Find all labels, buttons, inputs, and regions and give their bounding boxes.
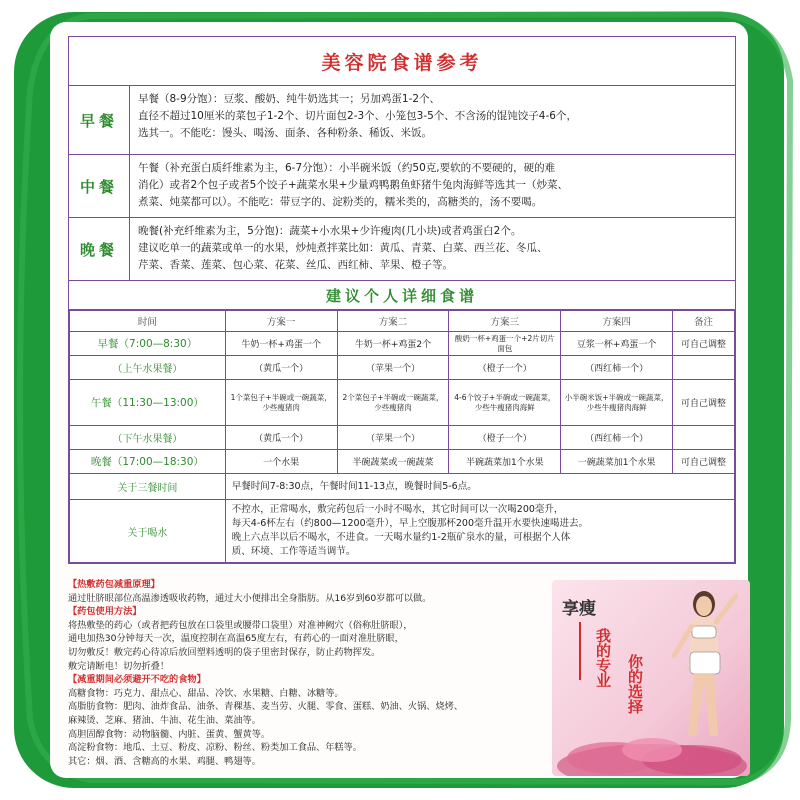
row-time: 早餐（7:00—8:30） (70, 332, 226, 356)
meal-line: 煮菜、炖菜都可以）。不能吃：带豆字的、淀粉类的，糯米类的，高糖类的，汤不要喝。 (138, 196, 543, 208)
plan-cell: （苹果一个） (337, 356, 449, 380)
avoid-line: 高淀粉食物：地瓜、土豆、粉皮、凉粉、粉丝、粉类加工食品、年糕等。 (68, 742, 362, 754)
plan-cell: 4-6个饺子+半碗或一碗蔬菜，少些牛瘦猪肉海鲜 (449, 380, 561, 426)
meal-times-label: 关于三餐时间 (70, 474, 226, 500)
meal-line: 晚餐(补充纤维素为主，5分饱)：蔬菜+小水果+少许瘦肉(几小块)或者鸡蛋白2个。 (138, 225, 522, 237)
principle-text: 通过肚脐眼部位高温渗透吸收药物，通过大小便排出全身脂肪。从16岁到60岁都可以做。 (68, 592, 432, 604)
table-row (70, 426, 735, 450)
meal-times-row (70, 474, 735, 500)
plan-header: 备注 (673, 311, 735, 332)
plan-cell: 半碗蔬菜或一碗蔬菜 (337, 450, 449, 474)
table-row (70, 450, 735, 474)
plan-cell: 小半碗米饭+半碗或一碗蔬菜，少些牛瘦猪肉海鲜 (561, 380, 673, 426)
plan-cell: （橙子一个） (449, 356, 561, 380)
plan-title: 建议个人详细食谱 (69, 281, 735, 310)
plan-cell: 可自己调整 (673, 332, 735, 356)
meal-line: 选其一。不能吃：馒头、喝汤、面条、各种粉条、稀饭、米饭。 (138, 127, 432, 139)
avoid-line: 其它：烟、酒、含糖高的水果、鸡腿、鸭翅等。 (68, 755, 261, 767)
plan-cell: （西红柿一个） (561, 426, 673, 450)
plan-cell: （橙子一个） (449, 426, 561, 450)
promo-title: 享瘦 (562, 599, 596, 619)
plan-cell: 1个菜包子+半碗或一碗蔬菜，少些瘦猪肉 (225, 380, 337, 426)
plan-cell (673, 356, 735, 380)
meal-line: 早餐（8-9分饱）：豆浆、酸奶、纯牛奶选其一；另加鸡蛋1-2个、 (138, 93, 441, 105)
meal-line: 午餐（补充蛋白质纤维素为主，6-7分饱）：小半碗米饭（约50克,要软的不要硬的，硬的难 (138, 162, 556, 174)
promo-slogan-2: 你的选择 (626, 654, 644, 714)
water-text (225, 500, 734, 563)
promo-divider (579, 622, 581, 680)
plan-cell: 牛奶一杯+鸡蛋一个 (225, 332, 337, 356)
row-time: （上午水果餐） (70, 356, 226, 380)
plan-cell (673, 426, 735, 450)
avoid-heading: 【减重期间必须避开不吃的食物】 (68, 674, 206, 686)
plan-cell: 一个水果 (225, 450, 337, 474)
plan-header: 方案四 (561, 311, 673, 332)
plan-cell: 豆浆一杯+鸡蛋一个 (561, 332, 673, 356)
principle-heading: 【热敷药包减重原理】 (68, 579, 160, 590)
meal-text (130, 218, 735, 280)
plan-cell: （黄瓜一个） (225, 356, 337, 380)
plan-cell: 可自己调整 (673, 450, 735, 474)
plan-cell: 酸奶一杯+鸡蛋一个+2片切片面包 (449, 332, 561, 356)
table-row (70, 332, 735, 356)
meal-line: 消化）或者2个包子或者5个饺子+蔬菜水果+少量鸡鸭鹅鱼虾猪牛兔肉海鲜等选其一（炒菜、 (138, 179, 568, 191)
avoid-line: 高脂肪食物：肥肉、油炸食品、油条、青稞基、麦当劳、火腿、零食、蛋糕、奶油、火锅、烧烤、 (68, 701, 464, 713)
avoid-line: 麻辣烫、芝麻、猪油、牛油、花生油、菜油等。 (68, 714, 261, 726)
meal-label: 中餐 (69, 155, 130, 217)
notes-section (68, 578, 548, 768)
water-line: 质、环境、工作等适当调节。 (231, 546, 356, 557)
meal-label: 早餐 (69, 86, 130, 154)
avoid-line: 高糖食物：巧克力、甜点心、甜品、冷饮、水果糖、白糖、冰糖等。 (68, 687, 344, 699)
meal-dinner (69, 218, 735, 281)
plan-cell: （黄瓜一个） (225, 426, 337, 450)
plan-header: 方案二 (337, 311, 449, 332)
meal-breakfast (69, 86, 735, 155)
model-figure (664, 586, 744, 766)
usage-heading: 【药包使用方法】 (68, 606, 142, 618)
table-row (70, 380, 735, 426)
meal-times-text: 早餐时间7-8:30点，午餐时间11-13点，晚餐时间5-6点。 (225, 474, 734, 500)
plan-cell: （西红柿一个） (561, 356, 673, 380)
water-label: 关于喝水 (70, 500, 226, 563)
meal-line: 芹菜、香菜、莲菜、包心菜、花菜、丝瓜、西红柿、苹果、橙子等。 (138, 259, 453, 271)
plan-header-row (70, 311, 735, 332)
meal-line: 建议吃单一的蔬菜或单一的水果，炒炖煮拌菜比如：黄瓜、青菜、白菜、西兰花、冬瓜、 (138, 242, 548, 254)
meal-label: 晚餐 (69, 218, 130, 280)
avoid-line: 高胆固醇食物：动物脑髓、内脏、蛋黄、蟹黄等。 (68, 728, 271, 740)
table-row (70, 356, 735, 380)
row-time: 晚餐（17:00—18:30） (70, 450, 226, 474)
plan-header: 时间 (70, 311, 226, 332)
meal-text (130, 86, 735, 154)
recipe-sheet (68, 36, 736, 564)
plan-cell: 半碗蔬菜加1个水果 (449, 450, 561, 474)
promo-slogan-1: 我的专业 (594, 628, 612, 688)
row-time: 午餐（11:30—13:00） (70, 380, 226, 426)
plan-cell: 一碗蔬菜加1个水果 (561, 450, 673, 474)
promo-banner (552, 580, 750, 776)
plan-cell: （苹果一个） (337, 426, 449, 450)
meal-lunch (69, 155, 735, 218)
water-line: 每天4-6杯左右（约800—1200毫升），早上空腹那杯200毫升温开水要快速喝进去。 (231, 518, 588, 529)
page-title: 美容院食谱参考 (69, 37, 735, 86)
usage-line: 将热敷垫的药心（或者把药包放在口袋里或腰带口袋里）对准神阙穴（俗称肚脐眼）， (68, 619, 413, 631)
water-row (70, 500, 735, 563)
meal-text (130, 155, 735, 217)
meal-line: 直径不超过10厘米的菜包子1-2个、切片面包2-3个、小笼包3-5个、不含汤的馄饨饺子4-6个， (138, 110, 577, 122)
plan-header: 方案三 (449, 311, 561, 332)
usage-line: 敷完请断电！切勿折叠！ (68, 660, 170, 672)
usage-line: 切勿敷反！敷完药心待凉后放回塑料透明的袋子里密封保存，防止药物挥发。 (68, 646, 381, 658)
plan-cell: 2个菜包子+半碗或一碗蔬菜，少些瘦猪肉 (337, 380, 449, 426)
plan-header: 方案一 (225, 311, 337, 332)
plan-table (69, 310, 735, 563)
row-time: （下午水果餐） (70, 426, 226, 450)
water-line: 晚上六点半以后不喝水，不进食。一天喝水量约1-2瓶矿泉水的量，可根据个人体 (231, 532, 571, 543)
plan-cell: 牛奶一杯+鸡蛋2个 (337, 332, 449, 356)
usage-line: 通电加热30分钟每天一次，温度控制在高温65度左右，有药心的一面对准肚脐眼， (68, 633, 404, 645)
water-line: 不控水，正常喝水，敷完药包后一小时不喝水，其它时间可以一次喝200毫升， (231, 504, 564, 515)
plan-cell: 可自己调整 (673, 380, 735, 426)
